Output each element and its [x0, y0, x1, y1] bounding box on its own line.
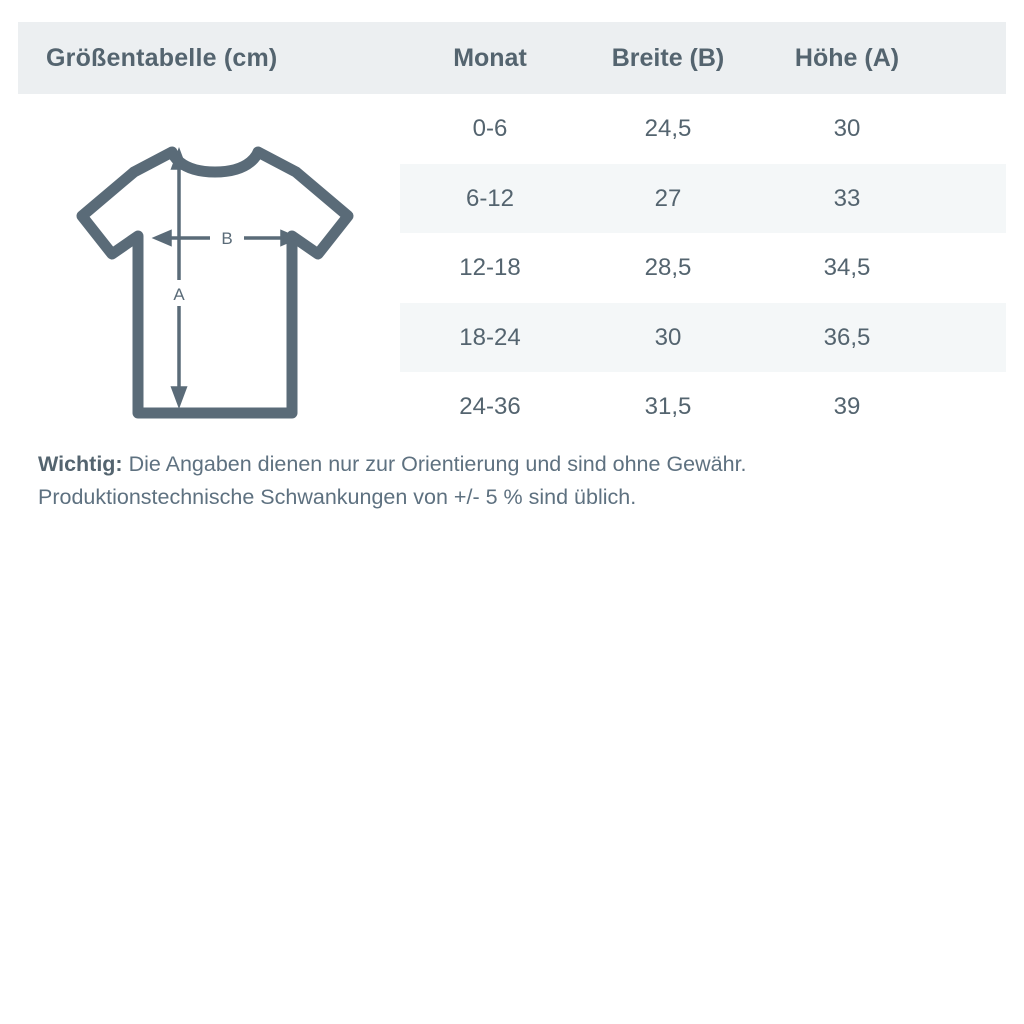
page-title: Größentabelle (cm): [46, 44, 278, 72]
cell-breite: 24,5: [644, 115, 692, 142]
cell-hoehe: 30: [833, 115, 861, 142]
cell-breite: 30: [654, 323, 682, 351]
disclaimer-lead: Wichtig:: [38, 452, 123, 476]
cell-breite: 27: [654, 184, 682, 212]
table-row: [400, 94, 1006, 164]
cell-monat: 24-36: [459, 393, 521, 420]
column-header-breite: Breite (B): [611, 44, 725, 72]
cell-breite: 28,5: [644, 254, 692, 281]
disclaimer-note: [38, 448, 988, 514]
cell-breite: 31,5: [644, 393, 692, 420]
column-header-monat: Monat: [453, 44, 527, 72]
tshirt-icon: [60, 120, 390, 430]
cell-hoehe: 34,5: [823, 254, 871, 281]
cell-hoehe: 36,5: [823, 323, 871, 351]
cell-monat: 12-18: [459, 254, 521, 281]
table-row: [400, 164, 1006, 234]
disclaimer-line-1: Die Angaben dienen nur zur Orientierung und sind ohne Gewähr.: [122, 452, 747, 476]
cell-monat: 18-24: [459, 323, 521, 351]
cell-hoehe: 33: [833, 184, 861, 212]
tshirt-measurement-diagram: [60, 120, 390, 430]
table-row: [400, 233, 1006, 303]
cell-hoehe: 39: [833, 393, 861, 420]
disclaimer-line-2: Produktionstechnische Schwankungen von +/- 5 % sind üblich.: [38, 485, 637, 509]
height-label: A: [173, 285, 185, 304]
cell-monat: 0-6: [472, 115, 508, 142]
table-row: [400, 372, 1006, 442]
table-row: [400, 303, 1006, 373]
width-label: B: [221, 229, 233, 248]
height-arrow: [173, 152, 185, 404]
size-table-body: [400, 94, 1006, 442]
cell-monat: 6-12: [465, 184, 515, 212]
column-header-hoehe: Höhe (A): [794, 44, 900, 72]
